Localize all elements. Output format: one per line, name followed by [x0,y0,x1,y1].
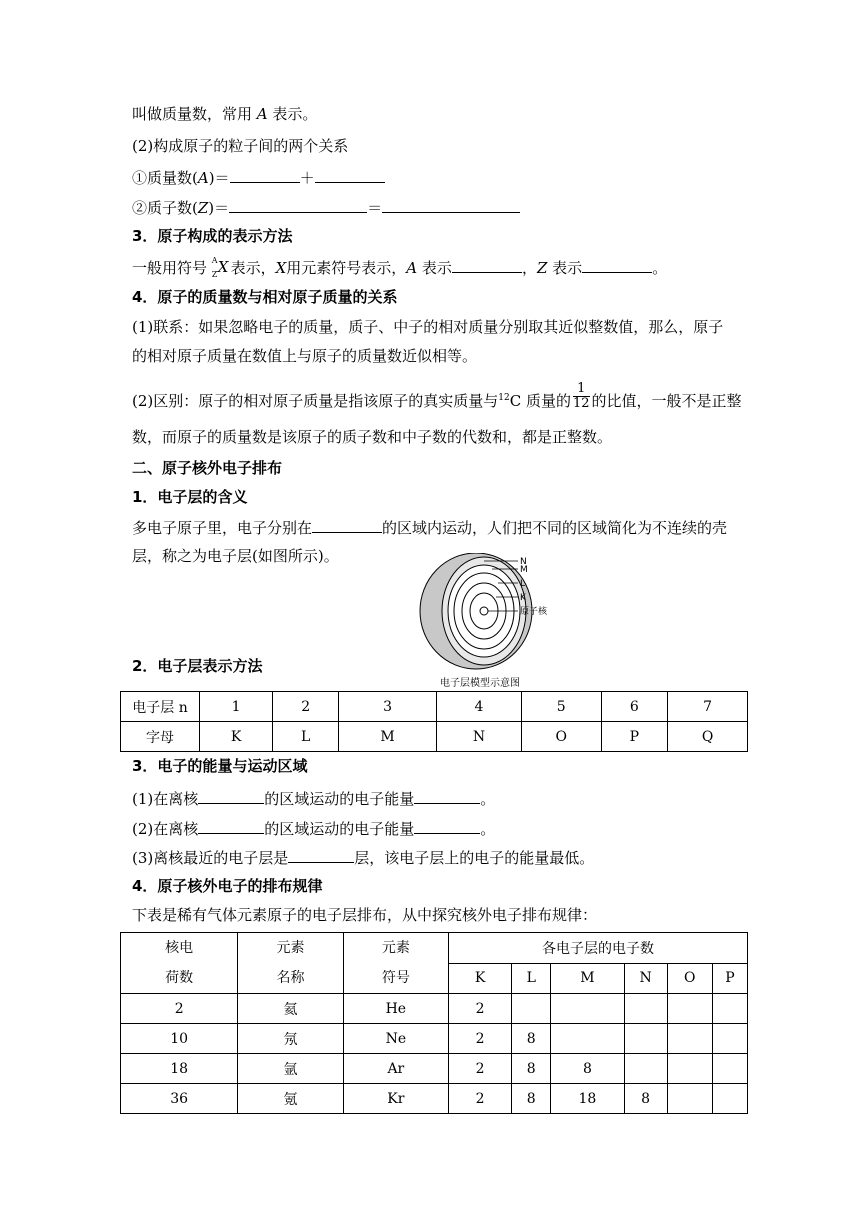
fill-blank[interactable] [414,787,480,804]
table-cell: 2 [449,1024,512,1054]
table-header: N [624,963,667,994]
text: (2)区别：原子的相对原子质量是指该原子的真实质量与 [132,392,499,410]
fill-blank[interactable] [382,196,520,213]
var-z: Z [197,199,209,217]
text-line-mass-formula [132,166,385,188]
text: 符号 [381,970,410,986]
text-line-energy-2 [132,817,495,839]
table-row [121,1084,748,1114]
table-header: K [449,963,512,994]
label-k: K [520,593,526,603]
fill-blank[interactable] [582,256,652,273]
text: ①质量数( [132,169,198,187]
superscript: 12 [498,393,510,403]
isotope-symbol [211,256,229,279]
table-row [121,933,748,964]
fill-blank[interactable] [312,516,382,533]
table-cell: 2 [121,994,238,1024]
heading-3: 3．原子构成的表示方法 [132,227,293,245]
table-cell: 7 [668,692,748,722]
table-cell: Kr [343,1084,448,1114]
fill-blank[interactable] [288,846,354,863]
table-cell: Q [668,722,748,752]
fraction [573,382,590,411]
fill-blank[interactable] [452,256,522,273]
numerator: 1 [573,382,590,397]
text: ②质子数( [132,199,198,217]
shell-table [120,691,748,752]
text: C 质量的 [509,392,571,410]
var-z: Z [536,259,548,277]
text: 的区域运动的电子能量 [264,790,415,808]
table-cell [551,994,624,1024]
table-cell: 4 [437,692,522,722]
table-cell: 36 [121,1084,238,1114]
table-cell: Ar [343,1054,448,1084]
text-line: (1)联系：如果忽略电子的质量，质子、中子的相对质量分别取其近似整数值，那么，原子 [132,318,724,336]
text: (2)在离核 [132,820,199,838]
text: )＝ [208,169,230,187]
table-cell [712,1024,747,1054]
table-cell: 2 [449,1054,512,1084]
var-a: A [256,105,268,123]
text: 名称 [276,970,305,986]
heading-s1: 1．电子层的含义 [132,488,248,506]
table-cell [624,1024,667,1054]
label-m: M [520,565,528,575]
noble-gas-table [120,932,748,1114]
table-cell: M [339,722,437,752]
text: 表示。 [272,105,318,123]
table-cell [667,1024,712,1054]
text-line-shells [132,516,727,538]
var-a: A [197,169,209,187]
text-line-mass-number [132,104,317,124]
text: ＝ [367,199,383,217]
var-a: A [406,259,418,277]
heading-s2: 2．电子层表示方法 [132,657,263,675]
table-cell: 8 [624,1084,667,1114]
table-cell: 8 [512,1024,551,1054]
text: 层，该电子层上的电子的能量最低。 [354,849,595,867]
shell-model-figure [418,553,568,693]
table-header: P [712,963,747,994]
table-row [121,692,748,722]
table-cell: 8 [551,1054,624,1084]
fill-blank[interactable] [229,196,367,213]
label-n: N [520,557,527,567]
denominator: 12 [572,395,590,411]
table-cell: 6 [601,692,668,722]
heading-s3: 3．电子的能量与运动区域 [132,757,308,775]
text: 核电 [165,940,194,956]
text: 表示， [230,259,276,277]
table-cell: 氪 [238,1084,343,1114]
text: )＝ [208,199,230,217]
table-cell: 氖 [238,1024,343,1054]
table-cell: 2 [449,994,512,1024]
table-cell [712,994,747,1024]
text: 用元素符号表示， [286,259,407,277]
table-cell: 10 [121,1024,238,1054]
table-cell [667,1054,712,1084]
table-header-shells: 各电子层的电子数 [449,933,748,964]
text-line: 的相对原子质量在数值上与原子的质量数近似相等。 [132,347,478,365]
text: 元素 [381,940,410,956]
text-line: 数，而原子的质量数是该原子的质子数和中子数的代数和，都是正整数。 [132,428,613,446]
text: 元素 [276,940,305,956]
table-cell: 5 [521,692,601,722]
text-line-notation [132,256,667,278]
text: 。 [652,259,668,277]
text: (3)离核最近的电子层是 [132,849,289,867]
text: 的区域内运动，人们把不同的区域简化为不连续的壳 [382,519,728,537]
table-row [121,1024,748,1054]
var-x: X [275,259,287,277]
table-cell: 18 [121,1054,238,1084]
table-cell: 3 [339,692,437,722]
table-cell: 2 [449,1084,512,1114]
text: ＋ [299,169,315,187]
text-line-energy-3 [132,846,594,868]
table-header-charge [121,933,238,994]
text-line-energy-1 [132,787,495,809]
fill-blank[interactable] [230,166,300,183]
table-header: M [551,963,624,994]
text: 。 [480,820,496,838]
table-cell: Ne [343,1024,448,1054]
fill-blank[interactable] [315,166,385,183]
table-cell [624,1054,667,1084]
table-header: 字母 [121,722,200,752]
heading-s4: 4．原子核外电子的排布规律 [132,877,323,895]
table-header: 电子层 n [121,692,200,722]
table-cell [667,1084,712,1114]
text: 的区域运动的电子能量 [264,820,415,838]
table-cell [712,1084,747,1114]
text-line: 层，称之为电子层(如图所示)。 [132,547,339,565]
text-line-proton-formula [132,196,520,218]
table-cell [712,1054,747,1084]
text-line: 下表是稀有气体元素原子的电子层排布，从中探究核外电子排布规律： [132,906,598,924]
text: 多电子原子里，电子分别在 [132,519,313,537]
table-cell [551,1024,624,1054]
table-cell: P [601,722,668,752]
table-cell: 8 [512,1054,551,1084]
table-cell: K [200,722,273,752]
table-cell [624,994,667,1024]
heading-4: 4．原子的质量数与相对原子质量的关系 [132,288,398,306]
table-cell [512,994,551,1024]
text: 荷数 [165,970,194,986]
table-cell: 氦 [238,994,343,1024]
sym-bottom: Z [211,270,218,279]
sym-x: X [217,258,229,276]
table-cell: 1 [200,692,273,722]
text: 表示 [552,259,583,277]
table-cell: L [273,722,339,752]
text: 的比值，一般不是正整 [591,392,742,410]
table-cell: 8 [512,1084,551,1114]
label-nucleus: 原子核 [520,607,548,617]
shell-diagram [418,553,568,693]
text: 叫做质量数，常用 [132,105,253,123]
table-header-symbol [343,933,448,994]
fill-blank[interactable] [198,787,264,804]
text: (1)在离核 [132,790,199,808]
figure-caption: 电子层模型示意图 [440,678,520,689]
table-cell: O [521,722,601,752]
label-l: L [520,579,526,589]
fill-blank[interactable] [414,817,480,834]
table-header-name [238,933,343,994]
table-cell: 18 [551,1084,624,1114]
sym-top: A [211,256,218,265]
text-line-relations: (2)构成原子的粒子间的两个关系 [132,137,349,155]
table-row [121,1054,748,1084]
table-row [121,994,748,1024]
text: 表示 [421,259,452,277]
table-header: L [512,963,551,994]
table-cell: He [343,994,448,1024]
text: 一般用符号 [132,259,208,277]
table-cell: 氩 [238,1054,343,1084]
table-cell [667,994,712,1024]
table-row [121,722,748,752]
table-cell: N [437,722,522,752]
text: ， [521,259,537,277]
section-heading-2: 二、原子核外电子排布 [132,459,283,477]
fill-blank[interactable] [198,817,264,834]
table-cell: 2 [273,692,339,722]
text-line-difference [132,380,742,411]
table-header: O [667,963,712,994]
text: 。 [480,790,496,808]
